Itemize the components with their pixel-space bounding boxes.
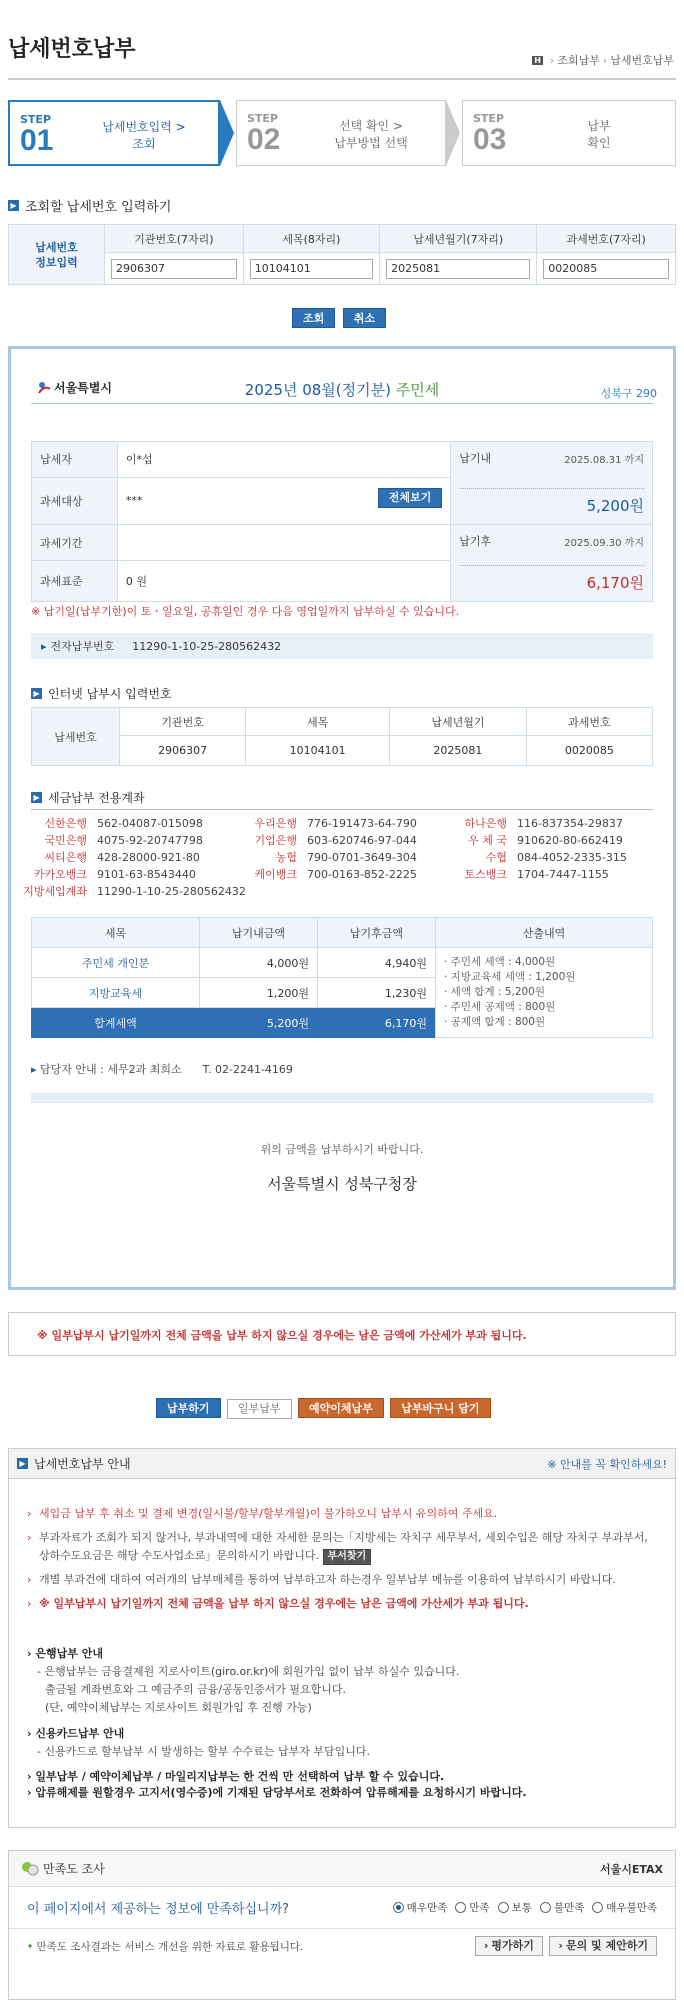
epay-number: 11290-1-10-25-280562432 (132, 639, 282, 653)
suggest-button[interactable]: › 문의 및 제안하기 (549, 1936, 657, 1956)
issuer-text: 서울특별시 성북구청장 (267, 1175, 417, 1193)
request-text: 위의 금액을 납부하시기 바랍니다. (260, 1143, 424, 1156)
tax-table (31, 917, 653, 1038)
list-item: › 세입금 납부 후 취소 및 결제 변경(일시불/할부/할부개월)이 불가하오니 납부시 유의하여 주세요. (27, 1507, 498, 1520)
due-label: 납기내 (459, 452, 492, 465)
tax-col-header: 세목 (32, 918, 200, 948)
step-number: 03 (473, 123, 507, 156)
survey-panel: 만족도 조사 서울시ETAX 이 페이지에서 제공하는 정보에 만족하십니까? 매우만족 만족 보통 불만족 매우불만족 • 만족도 조사결과는 서비스 개선을 위한 자료로 활용됩니다. › 평가하기 › 문의 및 제안하기 (8, 1850, 676, 2000)
survey-options (393, 1900, 657, 1915)
payer-label: 납세자 (32, 442, 118, 478)
arrow-icon: ▶ (31, 688, 42, 699)
lookup-col-header: 납세년월기(7자리) (380, 225, 537, 253)
step-label: STEP (247, 112, 279, 125)
inet-col-header: 납세년월기 (390, 708, 527, 736)
payer-value: 이*섭 (117, 442, 450, 478)
guide-title: 납세번호납부 안내 (34, 1457, 131, 1471)
object-label: 과세대상 (32, 477, 118, 524)
tax-col-header: 산출내역 (436, 918, 653, 948)
evaluate-button[interactable]: › 평가하기 (475, 1936, 543, 1956)
inet-col-header: 기관번호 (120, 708, 246, 736)
page-title: 납세번호납부 (8, 37, 136, 62)
epay-label: 전자납부번호 (50, 640, 115, 653)
table-row: 지방교육세 1,200원 1,230원 (32, 978, 653, 1008)
step-arrow-icon (446, 100, 460, 166)
after-label: 납기후 (459, 535, 492, 548)
pay-button[interactable]: 납부하기 (156, 1398, 221, 1418)
arrow-icon: ▶ (17, 1458, 28, 1469)
epay-bar: ▸ 전자납부번호 11290-1-10-25-280562432 (31, 633, 653, 659)
standard-value: 0 원 (117, 561, 450, 602)
lookup-col-header: 기관번호(7자리) (105, 225, 244, 253)
period-value (117, 525, 450, 561)
tax-col-header: 납기후금액 (318, 918, 436, 948)
account-row: 카카오뱅크 9101-63-8543440 케이뱅크 700-0163-852-2225 토스뱅크 1704-7447-1155 (33, 868, 609, 881)
bill-title: 2025년 08월(정기분) 주민세 (244, 381, 440, 399)
breadcrumb: H › 조회납부 › 납세번호납부 (534, 53, 674, 67)
holiday-notice: ※ 납기일(납부기한)이 토ㆍ일요일, 공휴일인 경우 다음 영업일까지 납부하실 수 있습니다. (31, 605, 460, 618)
home-icon[interactable]: H (534, 55, 541, 65)
cancel-button[interactable]: 취소 (343, 308, 386, 328)
tax-col-header: 납기내금액 (200, 918, 318, 948)
step-text: 납세번호입력 > (102, 120, 186, 134)
calc-detail: · 주민세 세액 : 4,000원 · 지방교육세 세액 : 1,200원 · 세액 합계 : 5,200원 · 주민세 공제액 : 800원 · 공제액 합계 : 800원 (436, 948, 653, 1038)
step-2 (236, 100, 446, 166)
list-item: › 개별 부과건에 대하여 여러개의 납부매체를 통하여 납부하고자 하는경우 일부납부 메뉴를 이용하여 납부하시기 바랍니다. (27, 1573, 616, 1586)
step-text: 확인 (587, 136, 611, 150)
step-number: 01 (20, 124, 54, 157)
step-3 (462, 100, 676, 166)
step-label: STEP (20, 113, 52, 126)
search-button[interactable]: 조회 (292, 308, 335, 328)
radio-neutral[interactable]: 보통 (498, 1900, 532, 1915)
step-text: 납부 (587, 119, 611, 133)
seoul-logo: 서울특별시 (37, 379, 112, 396)
partial-pay-button[interactable]: 일부납부 (227, 1399, 292, 1419)
contact-info: ▸ 담당자 안내 : 세무2과 최희소 T. 02-2241-4169 (31, 1063, 293, 1076)
dept-find-button[interactable]: 부서찾기 (323, 1549, 372, 1565)
district-label: 성북구 290 (600, 387, 657, 400)
step-label: STEP (473, 112, 505, 125)
payer-table (31, 441, 653, 602)
arrow-icon: ▶ (8, 200, 19, 211)
survey-title: 만족도 조사 (43, 1862, 105, 1876)
bill-panel (8, 346, 676, 1290)
table-row: 주민세 개인분 4,000원 4,940원 · 주민세 세액 : 4,000원 · 지방교육세 세액 : 1,200원 · 세액 합계 : 5,200원 · 주민세 공제액 : 800원 · 공제액 합계 : 800원 (32, 948, 653, 978)
inet-value: 0020085 (526, 736, 652, 766)
lookup-table (8, 224, 676, 285)
inet-col-header: 과세번호 (526, 708, 652, 736)
list-item: › ※ 일부납부시 납기일까지 전체 금액을 납부 하지 않으실 경우에는 남은 금액에 가산세가 부과 됩니다. (27, 1597, 529, 1610)
chat-bubble-icon (21, 1861, 39, 1877)
tax-number-input[interactable]: 0020085 (543, 259, 669, 279)
radio-satisfied[interactable]: 만족 (455, 1900, 489, 1915)
due-amount: 5,200원 (459, 488, 644, 516)
radio-very-dissatisfied[interactable]: 매우불만족 (592, 1900, 657, 1915)
guide-panel (8, 1448, 676, 1828)
inet-value: 2906307 (120, 736, 246, 766)
account-list (17, 815, 657, 900)
account-row: 신한은행 562-04087-015098 우리은행 776-191473-64-790 하나은행 116-837354-29837 (44, 817, 623, 830)
after-amount: 6,170원 (459, 565, 644, 593)
inet-col-header: 세목 (246, 708, 390, 736)
partial-notice: ※ 일부납부시 납기일까지 전체 금액을 납부 하지 않으실 경우에는 남은 금액에 가산세가 부과 됩니다. (8, 1312, 676, 1356)
inet-value: 2025081 (390, 736, 527, 766)
after-date: 2025.09.30 까지 (564, 537, 644, 549)
step-text: 선택 확인 > (338, 119, 404, 133)
due-date: 2025.08.31 까지 (564, 454, 644, 466)
org-code-input[interactable]: 2906307 (111, 259, 237, 279)
breadcrumb-item[interactable]: 조회납부 (557, 54, 600, 67)
total-row: 합계세액 5,200원 6,170원 (32, 1008, 653, 1038)
account-row: 씨티은행 428-28000-921-80 농협 790-0701-3649-304 수협 084-4052-2335-315 (44, 851, 627, 864)
step-text: 조회 (132, 137, 156, 151)
step-arrow-icon (220, 100, 234, 166)
breadcrumb-current: 납세번호납부 (610, 54, 674, 67)
account-row: 지방세입계좌 11290-1-10-25-280562432 (23, 885, 246, 898)
inet-table (31, 707, 653, 766)
radio-very-satisfied[interactable]: 매우만족 (393, 1900, 448, 1915)
add-cart-button[interactable]: 납부바구니 담기 (390, 1398, 490, 1418)
step-1 (8, 100, 220, 166)
radio-dissatisfied[interactable]: 불만족 (540, 1900, 584, 1915)
inet-value: 10104101 (246, 736, 390, 766)
step-text: 납부방법 선택 (334, 136, 408, 150)
header-divider (8, 78, 676, 80)
arrow-icon: ▶ (31, 792, 42, 803)
lookup-col-header: 세목(8자리) (243, 225, 379, 253)
view-all-button[interactable]: 전체보기 (378, 488, 443, 508)
reserve-pay-button[interactable]: 예약이체납부 (298, 1398, 384, 1418)
period-label: 과세기간 (32, 525, 118, 561)
account-row: 국민은행 4075-92-20747798 기업은행 603-620746-97-044 우 체 국 910620-80-662419 (44, 834, 623, 847)
etax-logo: 서울시ETAX (599, 1862, 663, 1876)
guide-confirm: ※ 안내를 꼭 확인하세요! (547, 1457, 667, 1471)
lookup-col-header: 과세번호(7자리) (537, 225, 676, 253)
tax-item-input[interactable]: 10104101 (250, 259, 373, 279)
inet-heading: ▶ 인터넷 납부시 입력번호 (31, 685, 172, 702)
bank-guide: › 은행납부 안내 - 은행납부는 금융결제원 지로사이트(giro.or.kr)에 회원가입 없이 납부 하실수 있습니다. 출금될 계좌번호와 그 예금주의 금융/공동인증서가 필요합니다. (단, 예약이체납부는 지로사이트 회원가입 후 진행 가능) › 신용카드납부 안내 - 신용카드로 할부납부 시 발생하는 할부 수수료는 납부자 부담입니다. › 일부납부 / 예약이체납부 / 마일리지납부는 한 건씩 만 선택하여 납부 할 수 있습니다. › 압류해제를 원할경우 고지서(영수증)에 기재된 담당부서로 전화하여 압류해제를 요청하시기 바랍니다. (27, 1647, 527, 1799)
inet-row-header: 납세번호 (32, 708, 120, 766)
survey-question: 이 페이지에서 제공하는 정보에 만족하십니까? (27, 1902, 290, 1917)
standard-label: 과세표준 (32, 561, 118, 602)
step-number: 02 (247, 123, 281, 156)
survey-note: 만족도 조사결과는 서비스 개선을 위한 자료로 활용됩니다. (36, 1940, 304, 1953)
object-value: *** (125, 494, 143, 508)
lookup-row-header: 납세번호 정보입력 (9, 225, 105, 285)
lookup-heading: ▶ 조회할 납세번호 입력하기 (8, 196, 171, 215)
tax-period-input[interactable]: 2025081 (386, 259, 530, 279)
acct-heading: ▶ 세금납부 전용계좌 (31, 789, 145, 806)
list-item: › 부과자료가 조회가 되지 않거나, 부과내역에 대한 자세한 문의는「지방세는 자치구 세무부서, 세외수입은 해당 자치구 부과부서, 상하수도요금은 해당 수도사업소로」문의하시기 바랍니다. 부서찾기 (27, 1529, 657, 1565)
